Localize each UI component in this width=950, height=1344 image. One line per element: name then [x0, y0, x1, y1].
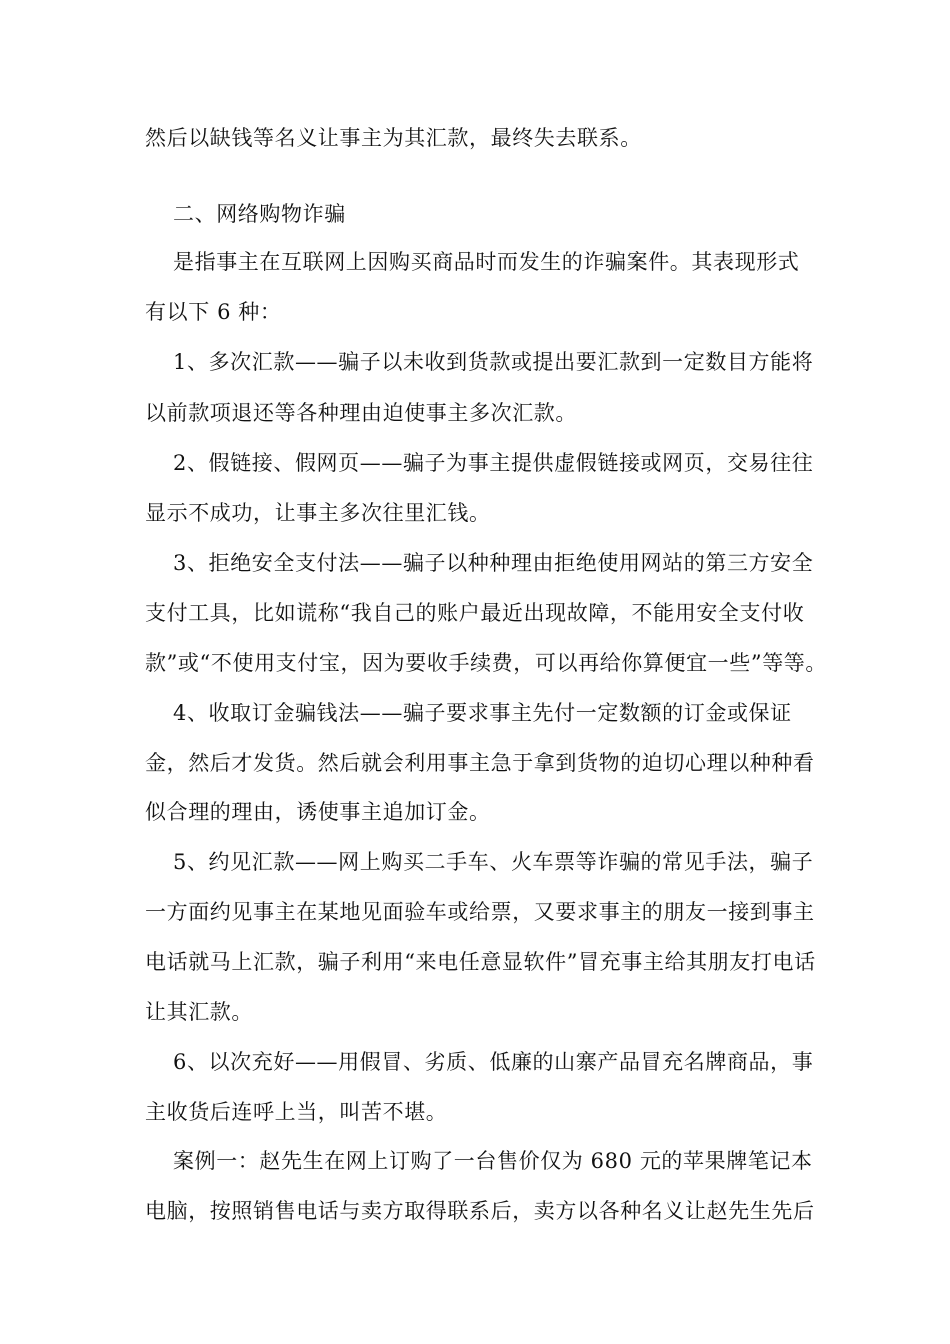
item-line: 似合理的理由，诱使事主追加订金。 — [145, 800, 491, 824]
item-line: 支付工具，比如谎称“我自己的账户最近出现故障，不能用安全支付收 — [145, 601, 805, 625]
case-line: 电脑，按照销售电话与卖方取得联系后，卖方以各种名义让赵先生先后 — [145, 1199, 815, 1223]
item-line: 电话就马上汇款，骗子利用“来电任意显软件”冒充事主给其朋友打电话 — [145, 950, 816, 974]
intro-line: 是指事主在互联网上因购买商品时而发生的诈骗案件。其表现形式 — [173, 250, 800, 274]
item-line: 金，然后才发货。然后就会利用事主急于拿到货物的迫切心理以种种看 — [145, 751, 815, 775]
item-line: 以前款项退还等各种理由迫使事主多次汇款。 — [145, 401, 577, 425]
item-line: 3、拒绝安全支付法——骗子以种种理由拒绝使用网站的第三方安全 — [173, 551, 814, 575]
item-line: 显示不成功，让事主多次往里汇钱。 — [145, 501, 491, 525]
item-line: 4、收取订金骗钱法——骗子要求事主先付一定数额的订金或保证 — [173, 701, 792, 725]
item-line: 2、假链接、假网页——骗子为事主提供虚假链接或网页，交易往往 — [173, 451, 814, 475]
intro-line: 有以下 6 种： — [145, 300, 282, 324]
item-line: 让其汇款。 — [145, 1000, 253, 1024]
item-line: 款”或“不使用支付宝，因为要收手续费，可以再给你算便宜一些”等等。 — [145, 651, 828, 675]
item-line: 1、多次汇款——骗子以未收到货款或提出要汇款到一定数目方能将 — [173, 350, 814, 374]
section-heading: 二、网络购物诈骗 — [173, 202, 346, 226]
item-line: 6、以次充好——用假冒、劣质、低廉的山寨产品冒充名牌商品，事 — [173, 1050, 814, 1074]
paragraph-line: 然后以缺钱等名义让事主为其汇款，最终失去联系。 — [145, 126, 642, 150]
case-line: 案例一：赵先生在网上订购了一台售价仅为 680 元的苹果牌笔记本 — [173, 1149, 813, 1173]
item-line: 一方面约见事主在某地见面验车或给票，又要求事主的朋友一接到事主 — [145, 900, 815, 924]
item-line: 5、约见汇款——网上购买二手车、火车票等诈骗的常见手法，骗子 — [173, 850, 814, 874]
item-line: 主收货后连呼上当，叫苦不堪。 — [145, 1100, 448, 1124]
